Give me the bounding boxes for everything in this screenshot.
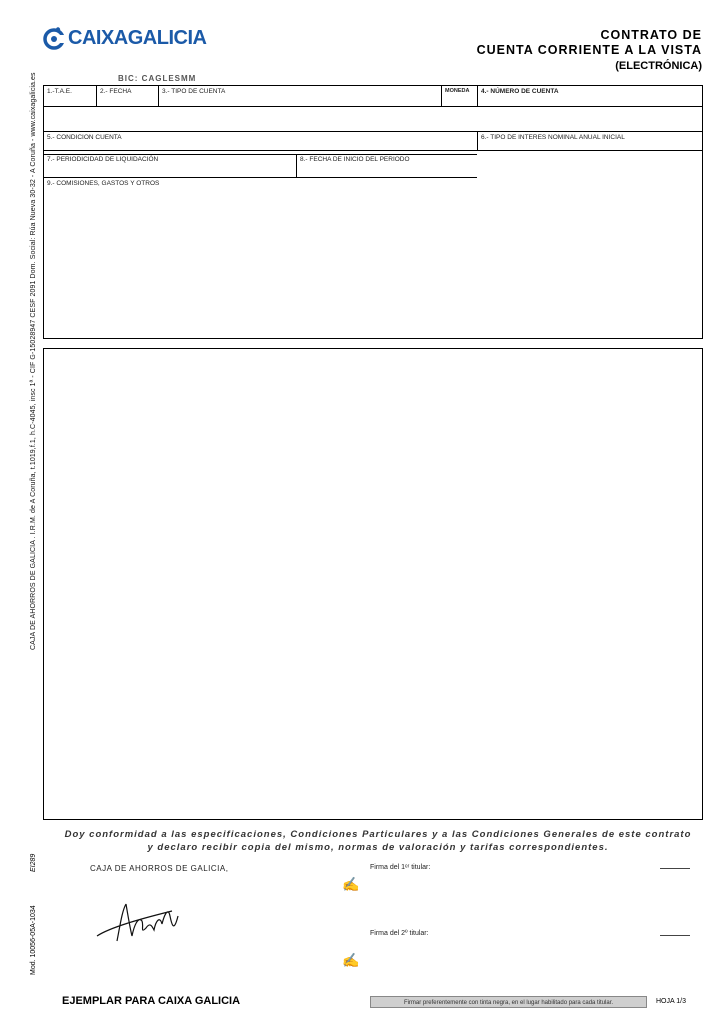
caixagalicia-emblem-icon [42, 26, 66, 50]
field-moneda[interactable] [441, 86, 477, 106]
field-periodicidad-label: 7.- PERIODICIDAD DE LIQUIDACIÓN [47, 156, 159, 163]
title-line-3: (ELECTRÓNICA) [615, 60, 702, 72]
logo-name: CAIXAGALICIA [68, 26, 207, 49]
signing-instruction: Firmar preferentemente con tinta negra, en el lugar habilitado para cada titular. [370, 996, 647, 1008]
logo [42, 26, 206, 50]
second-holder-signature-label: Firma del 2º titular: [370, 930, 429, 937]
field-comisiones[interactable] [44, 178, 702, 338]
first-holder-signature-label: Firma del 1ᵉʳ titular: [370, 864, 431, 871]
field-fecha-label: 2.- FECHA [100, 88, 132, 95]
form-code: EI289 [30, 853, 37, 872]
field-periodicidad[interactable] [44, 154, 296, 178]
field-condicion-cuenta-label: 5.- CONDICION CUENTA [47, 134, 122, 141]
field-fecha-inicio-label: 8.- FECHA DE INICIO DEL PERIODO [300, 156, 410, 163]
field-tae[interactable] [44, 86, 96, 106]
title-line-2: CUENTA CORRIENTE A LA VISTA [476, 43, 702, 57]
field-tipo-cuenta[interactable] [158, 86, 441, 106]
pen-icon: ✍ [342, 952, 360, 968]
title-line-1: CONTRATO DE [600, 28, 702, 42]
bank-signature [92, 896, 192, 946]
field-moneda-label: MONEDA [445, 88, 470, 94]
field-tipo-cuenta-label: 3.- TIPO DE CUENTA [162, 88, 226, 95]
copy-label: EJEMPLAR PARA CAIXA GALICIA [62, 995, 241, 1007]
bic-code: BIC: CAGLESMM [118, 74, 197, 83]
field-numero-cuenta[interactable] [477, 86, 702, 106]
bank-signature-label: CAJA DE AHORROS DE GALICIA, [90, 864, 229, 873]
field-condicion-cuenta[interactable] [44, 131, 477, 151]
page-number: HOJA 1/3 [656, 998, 686, 1005]
field-tae-label: 1.-T.A.E. [47, 88, 72, 95]
pen-icon: ✍ [342, 876, 360, 892]
conditions-box [43, 348, 703, 820]
conformity-statement: Doy conformidad a las especificaciones, Condiciones Particulares y a las Condiciones Generales de este contrato y declaro recibir copia del mismo, normas de valoración y tarifas correspondientes. [64, 829, 692, 853]
first-holder-line [660, 868, 690, 869]
field-fecha-inicio[interactable] [296, 154, 477, 178]
field-comisiones-label: 9.- COMISIONES, GASTOS Y OTROS [47, 180, 160, 187]
model-code: Mod. 10056-05A-1034 [30, 905, 37, 975]
second-holder-line [660, 935, 690, 936]
account-details-box [43, 85, 703, 339]
legal-side-note: CAJA DE AHORROS DE GALICIA . I.R.M. de A Coruña, t.1019,f.1, h.C-4045, insc 1ª - CIF G-15028947 CESF 2091 Dom. Social: Rúa Nueva 30-32 - A Coruña - www.caixagalicia.es [30, 72, 37, 650]
separator-band [44, 106, 702, 133]
field-tipo-interes-label: 6.- TIPO DE INTERES NOMINAL ANUAL INICIAL [481, 134, 625, 141]
field-numero-cuenta-label: 4.- NÚMERO DE CUENTA [481, 88, 559, 95]
field-tipo-interes[interactable] [477, 131, 702, 151]
document-title [477, 28, 702, 74]
row-3-top-rule [44, 154, 477, 155]
field-fecha[interactable] [96, 86, 158, 106]
